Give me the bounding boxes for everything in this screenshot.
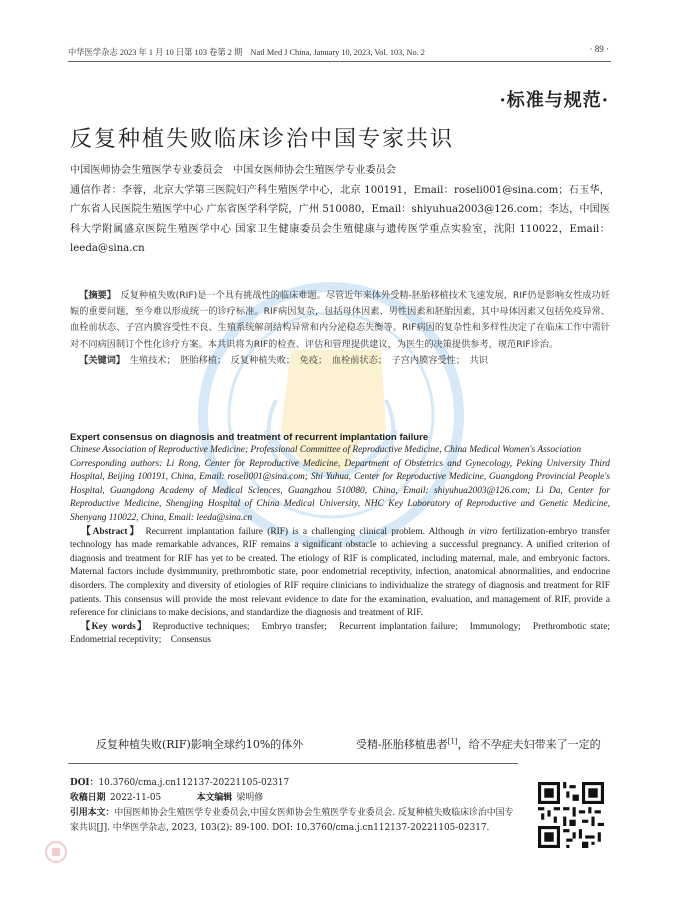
publisher-logo-icon — [44, 840, 80, 864]
english-keywords: Reproductive techniques; Embryo transfer; Recurrent implantation failure; Immunology; Prethrombotic state; Endometrial receptivity; Consensus — [70, 621, 620, 646]
header-rule — [68, 61, 611, 62]
keywords-cn-label: 【关键词】 — [79, 354, 126, 366]
english-keywords-label: 【Key words】 — [79, 621, 148, 632]
page-number: · 89 · — [589, 44, 609, 54]
body-text-right — [356, 736, 601, 752]
body-text-right-pre: 受精-胚胎移植患者 — [356, 738, 448, 751]
english-abstract-post: fertilization-embryo transfer technology has made remarkable advances, RIF remains a significant obstacle to achieving a successful pregnancy. A unified criterion of diagnosis and treatment for RIF has yet to be created. The etiology of RIF is complicated, including maternal, male, and embryonic factors. Maternal factors include dysimmunity, prethrombotic state, poor endometrial receptivity, infection, anatomical abnormalities, and endocrine disorders. The complexity and diversity of etiologies of RIF require clinicians to individualize the strategy of diagnosis and treatment for RIF patients. This consensus will provide the most relevant evidence to date for the examination, evaluation, and management of RIF, provide a reference for clinicians to make decisions, and standardize the diagnosis and treatment of RIF. — [70, 526, 611, 619]
abstract-cn-label: 【摘要】 — [79, 290, 116, 301]
abstract-cn — [70, 288, 610, 369]
english-abstract-label: 【Abstract】 — [79, 526, 141, 537]
running-head: 中华医学杂志 2023 年 1 月 10 日第 103 卷第 2 期 Natl Med J China, January 10, 2023, Vol. 103, No. 2 — [68, 48, 425, 57]
doi-label: DOI： — [70, 778, 99, 788]
citation-text: 中国医师协会生殖医学专业委员会,中国女医师协会生殖医学专业委员会. 反复种植失败临床诊治中国专家共识[J]. 中华医学杂志, 2023, 103(2): 89-100. DOI: 10.3760/cma.j.cn112137-20221105-02317. — [70, 808, 514, 833]
received-label: 收稿日期 — [70, 793, 106, 803]
publisher-logo-watermark — [44, 840, 80, 868]
authors-cn — [70, 161, 610, 259]
body-text-right-post: ，给不孕症夫妇带来了一定的 — [457, 738, 601, 751]
doi[interactable]: 10.3760/cma.j.cn112137-20221105-02317 — [98, 778, 290, 788]
reference-marker[interactable]: [1] — [447, 737, 458, 746]
page-title: 反复种植失败临床诊治中国专家共识 — [70, 127, 455, 152]
received-date: 2022-11-05 — [109, 793, 162, 803]
abstract-cn-text: 反复种植失败(RIF)是一个具有挑战性的临床难题。尽管近年来体外受精-胚胎移植技术飞速发展，RIF仍是影响女性成功妊娠的重要问题，至今难以形成统一的诊疗标准。RIF病因复杂，包括母体因素、男性因素和胚胎因素，其中母体因素又包括免疫异常、血栓前状态、子宫内膜容受性不良、生殖系统解剖结构异常和内分泌稳态失衡等。RIF病因的复杂性和多样性决定了在临床工作中需针对不同病因制订个性化诊疗方案。本共识将为RIF的检查、评估和管理提供建议，为医生的决策提供参考，规范RIF诊治。 — [70, 290, 611, 350]
body-text-left: 反复种植失败(RIF)影响全球约10%的体外 — [96, 738, 304, 751]
editor-name: 梁明修 — [236, 793, 264, 803]
english-abstract-italic: in vitro — [468, 526, 498, 537]
footer-rule — [68, 763, 518, 764]
english-section — [70, 432, 620, 648]
correspondence-cn: 通信作者：李蓉，北京大学第三医院妇产科生殖医学中心，北京 100191，Email：roseli001@sina.com；石玉华，广东省人民医院生殖医学中心 广东省医学科学院，广州 510080，Email：shiyuhua2003@126.com；李达，中国医科大学附属盛京医院生殖医学中心 国家卫生健康委员会生殖健康与遗传医学重点实验室，沈阳 110022，Email：leeda@sina.cn — [70, 184, 610, 254]
organizations-cn: 中国医师协会生殖医学专业委员会 中国女医师协会生殖医学专业委员会 — [70, 165, 396, 176]
cite-label: 引用本文： — [70, 808, 115, 818]
article-footer — [70, 776, 520, 836]
english-corresponding: Corresponding authors: Li Rong, Center for Reproductive Medicine, Department of Obstetrics and Gynecology, Peking University Third Hospital, Beijing 100191, China, Email: roseli001@sina.com; Shi Yuhua, Center for Reproductive Medicine, Guangdong Provincial People's Hospital, Guangdong Academy of Medical Sciences, Guangzhou 510080, China, Email: shiyuhua2003@126.com; Li Da, Center for Reproductive Medicine, Shengjing Hospital of China Medical University, NHC Key Laboratory of Reproductive and Genetic Medicine, Shenyang 110022, China, Email: leeda@sina.cn — [70, 458, 610, 523]
column-title: ·标准与规范· — [499, 90, 609, 111]
editor-label: 本文编辑 — [196, 793, 233, 803]
english-abstract-pre: Recurrent implantation failure (RIF) is a challenging clinical problem. Although — [145, 526, 469, 537]
english-organizations: Chinese Association of Reproductive Medicine; Professional Committee of Reproductive Medicine, China Medical Women's Association — [70, 445, 582, 455]
keywords-cn: 生殖技术； 胚胎移植； 反复种植失败； 免疫； 血栓前状态； 子宫内膜容受性； 共识 — [129, 354, 488, 366]
english-title: Expert consensus on diagnosis and treatment of recurrent implantation failure — [70, 432, 429, 443]
qr-code[interactable] — [538, 782, 604, 848]
